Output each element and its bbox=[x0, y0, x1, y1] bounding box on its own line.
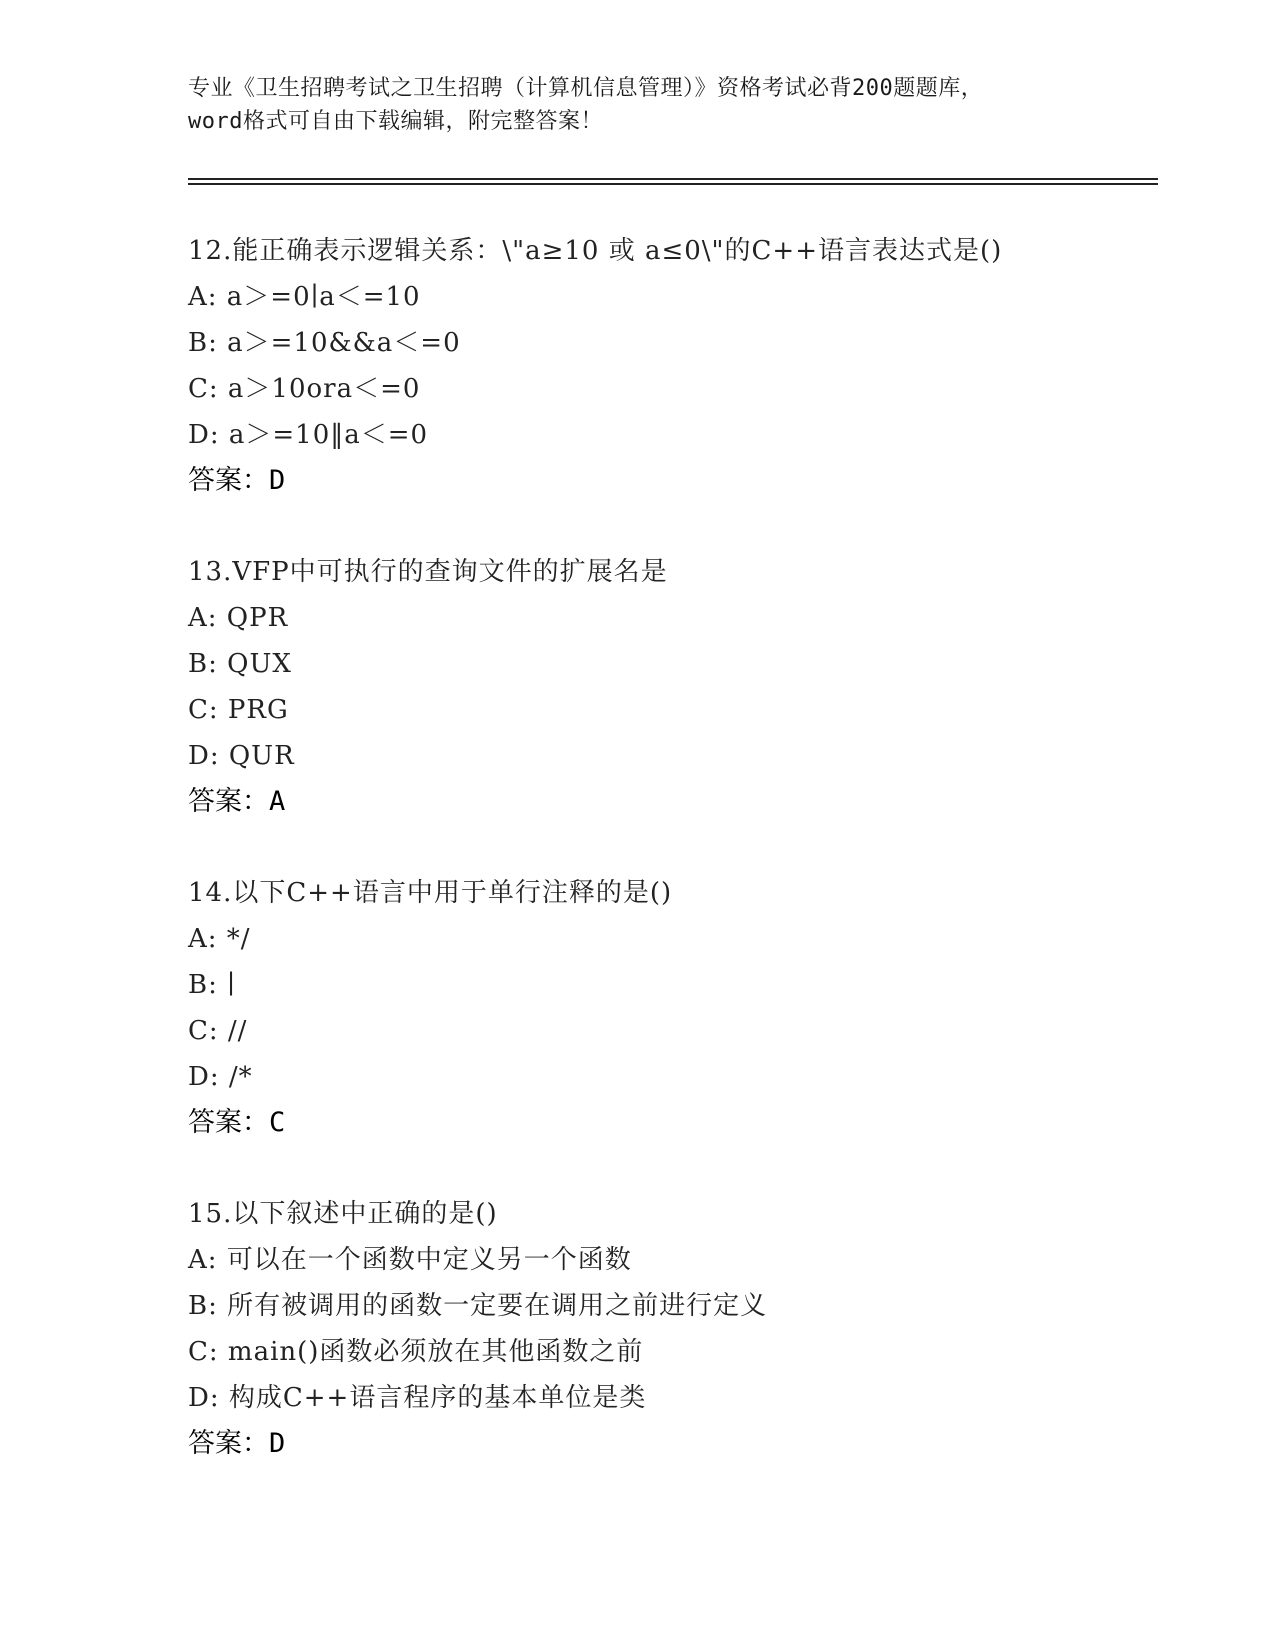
question-stem: 15.以下叙述中正确的是() bbox=[188, 1199, 498, 1229]
answer-label: 答案： bbox=[188, 1428, 269, 1459]
document-header bbox=[188, 72, 1088, 138]
option-d: D: a＞=10‖a＜=0 bbox=[188, 420, 429, 450]
option-a: A: 可以在一个函数中定义另一个函数 bbox=[188, 1245, 632, 1275]
answer-value: D bbox=[269, 1428, 286, 1459]
header-divider-top bbox=[188, 178, 1158, 180]
answer-label: 答案： bbox=[188, 786, 269, 817]
answer-line bbox=[188, 779, 1148, 825]
option-c: C: PRG bbox=[188, 695, 289, 725]
question-13 bbox=[188, 549, 1148, 825]
option-d: D: QUR bbox=[188, 741, 295, 771]
option-c: C: a＞10ora＜=0 bbox=[188, 374, 421, 404]
option-a: A: */ bbox=[188, 924, 251, 954]
question-14 bbox=[188, 870, 1148, 1146]
answer-line bbox=[188, 1100, 1148, 1146]
header-line-2: word格式可自由下载编辑，附完整答案！ bbox=[188, 109, 603, 134]
option-d: D: /* bbox=[188, 1062, 253, 1092]
answer-line bbox=[188, 458, 1148, 504]
option-d: D: 构成C++语言程序的基本单位是类 bbox=[188, 1383, 647, 1413]
answer-value: D bbox=[269, 465, 286, 496]
question-stem: 14.以下C++语言中用于单行注释的是() bbox=[188, 878, 673, 908]
question-12 bbox=[188, 228, 1148, 504]
option-c: C: // bbox=[188, 1016, 248, 1046]
answer-label: 答案： bbox=[188, 1107, 269, 1138]
answer-value: C bbox=[269, 1107, 286, 1138]
question-15 bbox=[188, 1191, 1148, 1467]
option-b: B: QUX bbox=[188, 649, 292, 679]
option-a: A: a＞=0∣a＜=10 bbox=[188, 282, 421, 312]
question-stem: 13.VFP中可执行的查询文件的扩展名是 bbox=[188, 557, 668, 587]
option-c: C: main()函数必须放在其他函数之前 bbox=[188, 1337, 644, 1367]
header-line-1: 专业《卫生招聘考试之卫生招聘（计算机信息管理）》资格考试必背200题题库， bbox=[188, 76, 984, 101]
option-b: B: a＞=10&&a＜=0 bbox=[188, 328, 461, 358]
option-b: B: 所有被调用的函数一定要在调用之前进行定义 bbox=[188, 1291, 768, 1321]
option-a: A: QPR bbox=[188, 603, 289, 633]
answer-line bbox=[188, 1421, 1148, 1467]
option-b: B: ∣ bbox=[188, 970, 236, 1000]
answer-value: A bbox=[269, 786, 286, 817]
question-stem: 12.能正确表示逻辑关系：\"a≥10 或 a≤0\"的C++语言表达式是() bbox=[188, 236, 1003, 266]
header-divider-bottom bbox=[188, 183, 1158, 185]
answer-label: 答案： bbox=[188, 465, 269, 496]
